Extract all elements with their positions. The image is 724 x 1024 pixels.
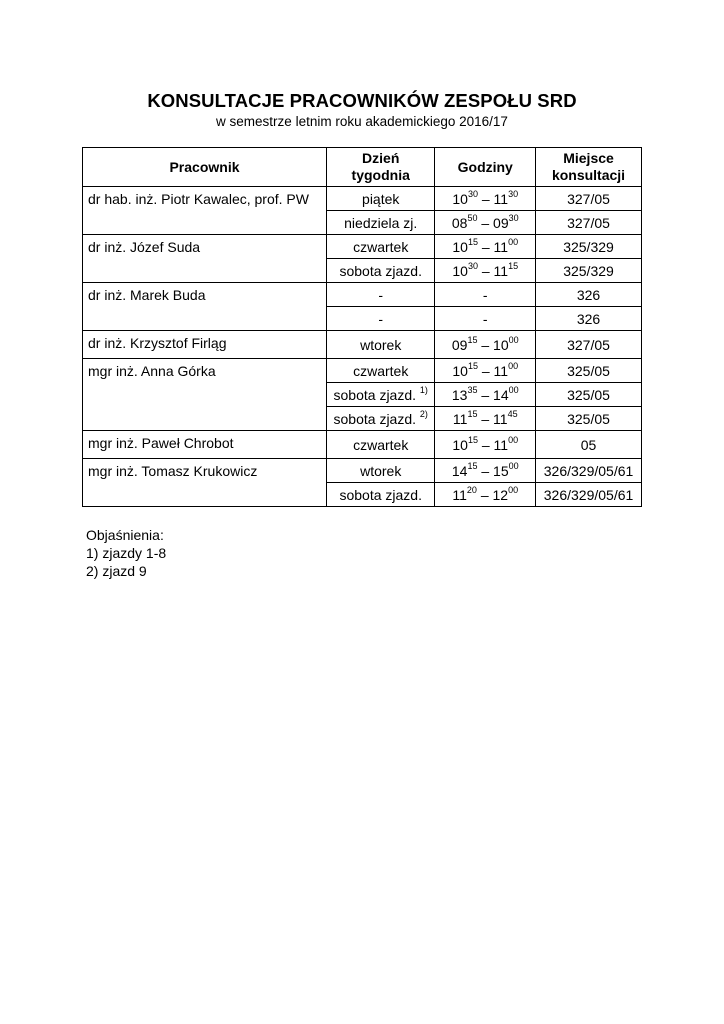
cell-place: 325/329 xyxy=(536,235,642,259)
cell-day: niedziela zj. xyxy=(326,211,435,235)
cell-day: sobota zjazd. $^{2)}$ xyxy=(326,407,435,431)
table-row xyxy=(83,235,642,259)
table-header-row xyxy=(83,148,642,187)
cell-place: 325/05 xyxy=(536,407,642,431)
header-employee: Pracownik xyxy=(83,148,327,187)
cell-day: czwartek xyxy=(326,235,435,259)
cell-employee: dr hab. inż. Piotr Kawalec, prof. PW xyxy=(83,187,327,235)
cell-place: 325/329 xyxy=(536,259,642,283)
table-row xyxy=(83,431,642,459)
table-row xyxy=(83,187,642,211)
cell-day: sobota zjazd. xyxy=(326,483,435,507)
cell-hours: $08^{50} - 09^{30}$ xyxy=(435,211,536,235)
footnotes-heading: Objaśnienia: xyxy=(86,527,164,543)
table-body xyxy=(83,187,642,507)
cell-hours: $11^{20} - 12^{00}$ xyxy=(435,483,536,507)
cell-day: - xyxy=(326,307,435,331)
header-hours: Godziny xyxy=(435,148,536,187)
cell-place: 326 xyxy=(536,283,642,307)
cell-day: sobota zjazd. $^{1)}$ xyxy=(326,383,435,407)
cell-place: 325/05 xyxy=(536,359,642,383)
table-row xyxy=(83,459,642,483)
cell-hours: $13^{35} - 14^{00}$ xyxy=(435,383,536,407)
footnote-item: 2) zjazd 9 xyxy=(86,563,147,579)
cell-hours: $10^{30} - 11^{15}$ xyxy=(435,259,536,283)
cell-employee: dr inż. Krzysztof Firląg xyxy=(83,331,327,359)
cell-day: - xyxy=(326,283,435,307)
footnotes xyxy=(86,526,166,580)
cell-hours: - xyxy=(435,307,536,331)
cell-hours: - xyxy=(435,283,536,307)
footnote-marker: 2) xyxy=(419,408,428,419)
cell-hours: $11^{15} - 11^{45}$ xyxy=(435,407,536,431)
table-row xyxy=(83,283,642,307)
cell-hours: $10^{30} - 11^{30}$ xyxy=(435,187,536,211)
cell-place: 327/05 xyxy=(536,187,642,211)
cell-employee: dr inż. Marek Buda xyxy=(83,283,327,331)
consultation-table xyxy=(82,147,642,507)
cell-day: wtorek xyxy=(326,331,435,359)
cell-employee: mgr inż. Tomasz Krukowicz xyxy=(83,459,327,507)
cell-day: wtorek xyxy=(326,459,435,483)
cell-place: 327/05 xyxy=(536,331,642,359)
page-subtitle: w semestrze letnim roku akademickiego 2016/17 xyxy=(216,114,508,129)
cell-place: 326 xyxy=(536,307,642,331)
cell-employee: mgr inż. Anna Górka xyxy=(83,359,327,431)
cell-day: czwartek xyxy=(326,359,435,383)
table-row xyxy=(83,359,642,383)
cell-day: piątek xyxy=(326,187,435,211)
footnote-marker: 1) xyxy=(419,384,428,395)
cell-hours: $10^{15} - 11^{00}$ xyxy=(435,359,536,383)
cell-place: 326/329/05/61 xyxy=(536,459,642,483)
cell-place: 326/329/05/61 xyxy=(536,483,642,507)
cell-hours: $10^{15} - 11^{00}$ xyxy=(435,235,536,259)
cell-place: 327/05 xyxy=(536,211,642,235)
cell-hours: $10^{15} - 11^{00}$ xyxy=(435,431,536,459)
cell-place: 05 xyxy=(536,431,642,459)
cell-day: sobota zjazd. xyxy=(326,259,435,283)
table-row xyxy=(83,331,642,359)
page-title: KONSULTACJE PRACOWNIKÓW ZESPOŁU SRD xyxy=(147,90,577,111)
cell-day: czwartek xyxy=(326,431,435,459)
footnote-item: 1) zjazdy 1-8 xyxy=(86,545,167,561)
cell-hours: $09^{15} - 10^{00}$ xyxy=(435,331,536,359)
header-place: Miejsce konsultacji xyxy=(536,148,642,187)
header-day: Dzień tygodnia xyxy=(326,148,435,187)
cell-place: 325/05 xyxy=(536,383,642,407)
cell-employee: dr inż. Józef Suda xyxy=(83,235,327,283)
cell-employee: mgr inż. Paweł Chrobot xyxy=(83,431,327,459)
cell-hours: $14^{15} - 15^{00}$ xyxy=(435,459,536,483)
